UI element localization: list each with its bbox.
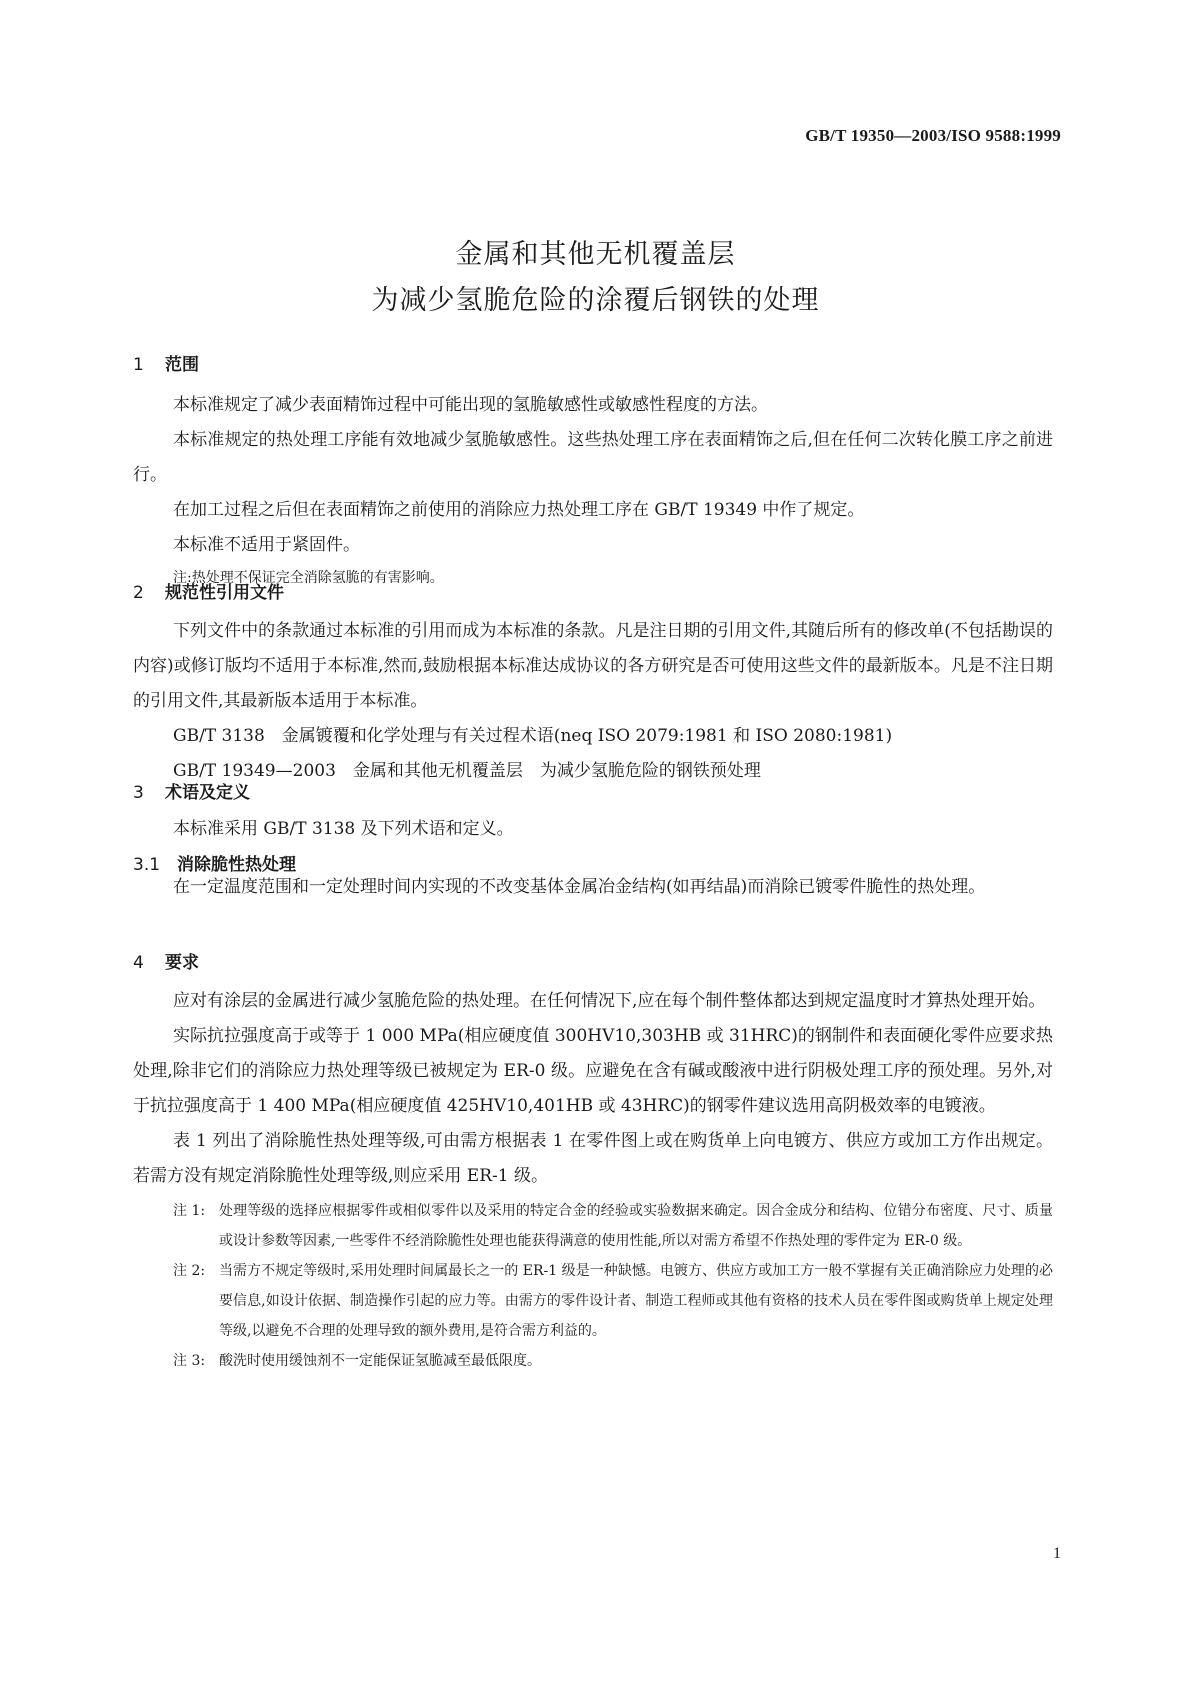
paragraph: 本标准规定的热处理工序能有效地减少氢脆敏感性。这些热处理工序在表面精饰之后,但在任何二次转化膜工序之前进行。 (133, 430, 1053, 485)
standard-code: GB/T 19350—2003/ISO 9588:1999 (805, 126, 1061, 145)
note-text: 当需方不规定等级时,采用处理时间属最长之一的 ER-1 级是一种缺憾。电镀方、供应方或加工方一般不掌握有关正确消除应力处理的必要信息,如设计依据、制造操作引起的应力等。由需方的零件设计者、制造工程师或其他有资格的技术人员在零件图或购货单上规定处理等级,以避免不合理的处理导致的额外费用,是符合需方利益的。 (219, 1263, 1053, 1339)
section-number: 4 (133, 953, 144, 973)
title-line-1: 金属和其他无机覆盖层 (455, 239, 736, 270)
section-1-body (133, 388, 1053, 593)
section-number: 2 (133, 583, 144, 603)
paragraph: 在一定温度范围和一定处理时间内实现的不改变基体金属冶金结构(如再结晶)而消除已镀零件脆性的热处理。 (173, 877, 986, 897)
note-1 (133, 1196, 1053, 1256)
section-3-body (133, 812, 1053, 847)
title-line-2: 为减少氢脆危险的涂覆后钢铁的处理 (371, 285, 820, 316)
note-text: 处理等级的选择应根据零件或相似零件以及采用的特定合金的经验或实验数据来确定。因合金成分和结构、位错分布密度、尺寸、质量或设计参数等因素,一些零件不经消除脆性处理也能获得满意的使用性能,所以对需方希望不作热处理的零件定为 ER-0 级。 (219, 1203, 1053, 1249)
paragraph: 本标准不适用于紧固件。 (173, 535, 360, 555)
note-text: 酸洗时使用缓蚀剂不一定能保证氢脆减至最低限度。 (219, 1353, 541, 1369)
section-number: 1 (133, 355, 144, 375)
page-number: 1 (1053, 1545, 1061, 1562)
note-3 (133, 1346, 1053, 1376)
subsection-number: 3.1 (133, 855, 161, 875)
subsection-3-1-body (133, 870, 1053, 905)
paragraph: 表 1 列出了消除脆性热处理等级,可由需方根据表 1 在零件图上或在购货单上向电镀方、供应方或加工方作出规定。若需方没有规定消除脆性处理等级,则应采用 ER-1 级。 (133, 1131, 1053, 1186)
paragraph: 实际抗拉强度高于或等于 1 000 MPa(相应硬度值 300HV10,303HB 或 31HRC)的钢制件和表面硬化零件应要求热处理,除非它们的消除应力热处理等级已被规定为 ER-0 级。应避免在含有碱或酸液中进行阴极处理工序的预处理。另外,对于抗拉强度高于 1 400 MPa(相应硬度值 425HV10,401HB 或 43HRC)的钢零件建议选用高阴极效率的电镀液。 (133, 1026, 1053, 1116)
section-title: 范围 (165, 355, 199, 375)
note-label: 注 2: (173, 1263, 206, 1279)
note-label: 注 1: (173, 1203, 206, 1219)
section-4-body (133, 984, 1053, 1376)
section-1-heading (133, 350, 1053, 375)
section-4-heading (133, 948, 1053, 973)
paragraph: 本标准采用 GB/T 3138 及下列术语和定义。 (173, 819, 514, 839)
section-2-heading (133, 578, 1053, 603)
note-label: 注 3: (173, 1353, 206, 1369)
note-2 (133, 1256, 1053, 1346)
section-title: 要求 (165, 953, 199, 973)
paragraph: 下列文件中的条款通过本标准的引用而成为本标准的条款。凡是注日期的引用文件,其随后所有的修改单(不包括勘误的内容)或修订版均不适用于本标准,然而,鼓励根据本标准达成协议的各方研究是否可使用这些文件的最新版本。凡是不注日期的引用文件,其最新版本适用于本标准。 (133, 621, 1053, 711)
section-2-body (133, 614, 1053, 789)
section-number: 3 (133, 783, 144, 803)
reference-item: GB/T 3138 金属镀覆和化学处理与有关过程术语(neq ISO 2079:1981 和 ISO 2080:1981) (173, 726, 893, 746)
paragraph: 在加工过程之后但在表面精饰之前使用的消除应力热处理工序在 GB/T 19349 中作了规定。 (173, 500, 865, 520)
reference-item: GB/T 19349—2003 金属和其他无机覆盖层 为减少氢脆危险的钢铁预处理 (173, 761, 761, 781)
paragraph: 应对有涂层的金属进行减少氢脆危险的热处理。在任何情况下,应在每个制件整体都达到规定温度时才算热处理开始。 (173, 991, 1046, 1011)
paragraph: 本标准规定了减少表面精饰过程中可能出现的氢脆敏感性或敏感性程度的方法。 (173, 395, 768, 415)
section-3-heading (133, 778, 1053, 803)
section-title: 术语及定义 (165, 783, 250, 803)
subsection-title: 消除脆性热处理 (177, 855, 296, 875)
section-title: 规范性引用文件 (165, 583, 284, 603)
note: 注:热处理不保证完全消除氢脆的有害影响。 (173, 570, 444, 586)
